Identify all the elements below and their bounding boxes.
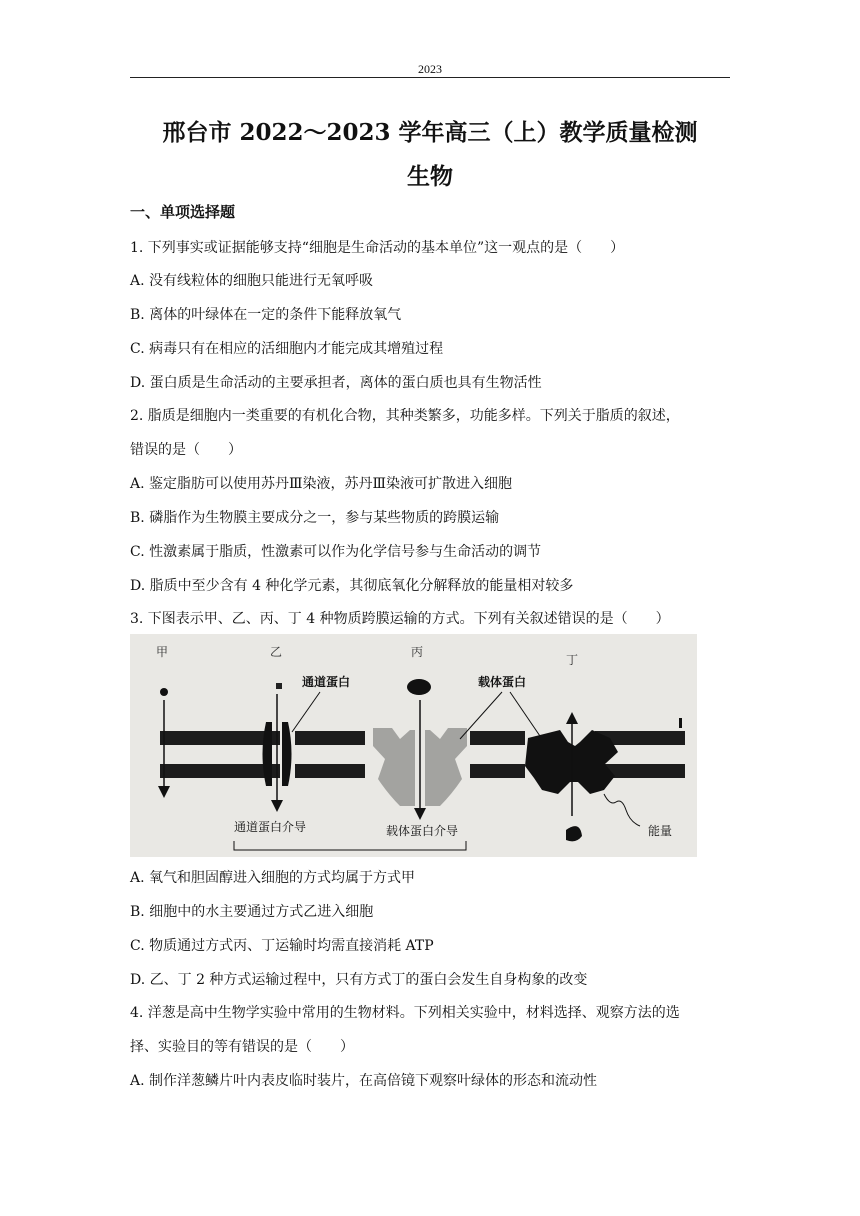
label-channel-mediated: 通道蛋白介导 <box>234 820 307 834</box>
question-3-option-d: D. 乙、丁 2 种方式运输过程中，只有方式丁的蛋白会发生自身构象的改变 <box>130 972 588 988</box>
question-1-option-c: C. 病毒只有在相应的活细胞内才能完成其增殖过程 <box>130 341 444 357</box>
question-1-stem: 1. 下列事实或证据能够支持“细胞是生命活动的基本单位”这一观点的是（ ） <box>130 240 625 256</box>
header-rule <box>130 77 730 78</box>
exam-title: 邢台市 2022～2023 学年高三（上）教学质量检测 <box>162 119 698 146</box>
transport-figure <box>130 634 697 857</box>
label-ding: 丁 <box>566 653 579 667</box>
question-1-option-b: B. 离体的叶绿体在一定的条件下能释放氧气 <box>130 307 402 323</box>
subject-title: 生物 <box>407 163 453 190</box>
label-bing: 丙 <box>411 645 424 659</box>
question-3-option-b: B. 细胞中的水主要通过方式乙进入细胞 <box>130 904 374 920</box>
label-yi: 乙 <box>270 645 283 659</box>
question-1-option-a: A. 没有线粒体的细胞只能进行无氧呼吸 <box>130 273 374 289</box>
question-3-stem: 3. 下图表示甲、乙、丙、丁 4 种物质跨膜运输的方式。下列有关叙述错误的是（ ） <box>130 611 670 627</box>
label-channel-protein: 通道蛋白 <box>302 675 351 689</box>
question-4-stem-line2: 择、实验目的等有错误的是（ ） <box>130 1039 354 1055</box>
label-energy: 能量 <box>648 824 673 838</box>
question-2-stem-line2: 错误的是（ ） <box>130 442 242 458</box>
molecule-jia <box>160 688 168 696</box>
question-2-option-b: B. 磷脂作为生物膜主要成分之一，参与某些物质的跨膜运输 <box>130 510 500 526</box>
label-jia: 甲 <box>156 645 169 659</box>
molecule-yi <box>276 683 282 689</box>
label-carrier-mediated: 载体蛋白介导 <box>386 824 459 838</box>
header-year: 2023 <box>418 62 442 76</box>
section-heading: 一、单项选择题 <box>130 203 236 221</box>
question-3-option-a: A. 氧气和胆固醇进入细胞的方式均属于方式甲 <box>130 870 416 886</box>
label-carrier-protein: 载体蛋白 <box>478 675 527 689</box>
question-3-option-c: C. 物质通过方式丙、丁运输时均需直接消耗 ATP <box>130 938 434 954</box>
question-2-option-a: A. 鉴定脂肪可以使用苏丹Ⅲ染液，苏丹Ⅲ染液可扩散进入细胞 <box>130 476 513 492</box>
question-2-stem-line1: 2. 脂质是细胞内一类重要的有机化合物，其种类繁多，功能多样。下列关于脂质的叙述， <box>130 408 680 424</box>
molecule-bing <box>407 679 431 695</box>
question-2-option-d: D. 脂质中至少含有 4 种化学元素，其彻底氧化分解释放的能量相对较多 <box>130 578 574 594</box>
question-4-stem-line1: 4. 洋葱是高中生物学实验中常用的生物材料。下列相关实验中，材料选择、观察方法的选 <box>130 1005 680 1021</box>
question-1-option-d: D. 蛋白质是生命活动的主要承担者，离体的蛋白质也具有生物活性 <box>130 375 542 391</box>
mark-right <box>679 718 682 728</box>
question-4-option-a: A. 制作洋葱鳞片叶内表皮临时装片，在高倍镜下观察叶绿体的形态和流动性 <box>130 1073 598 1089</box>
question-2-option-c: C. 性激素属于脂质，性激素可以作为化学信号参与生命活动的调节 <box>130 544 542 560</box>
